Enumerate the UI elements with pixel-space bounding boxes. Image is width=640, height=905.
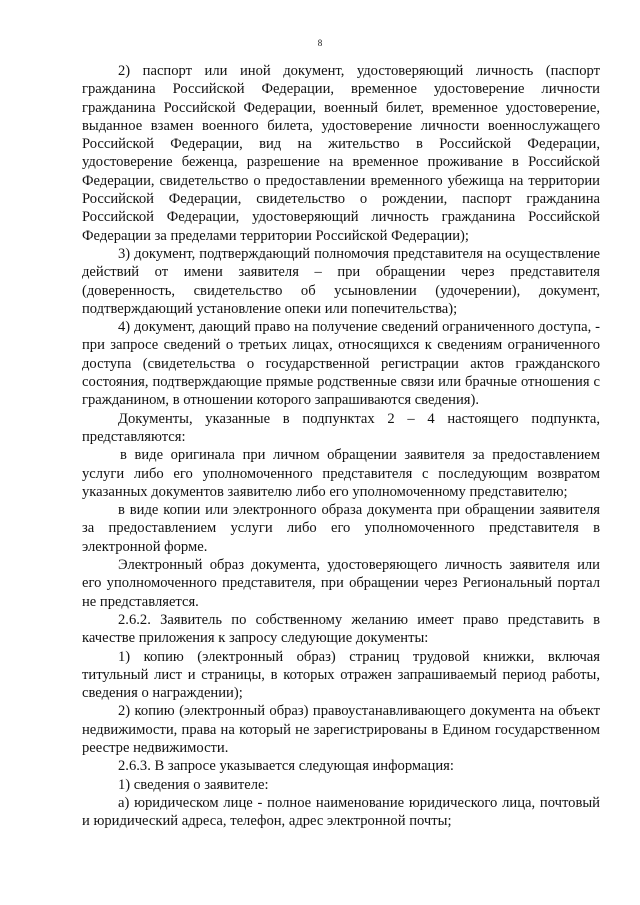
- page-number: 8: [317, 38, 323, 48]
- paragraph-copy-form: в виде копии или электронного образа документа при обращении заявителя за предоставлением услуги либо его уполномоченного представителя в электронной форме.: [82, 502, 600, 555]
- paragraph-title-document: 2) копию (электронный образ) правоустанавливающего документа на объект недвижимости, права на который не зарегистрированы в Едином государственном реестре недвижимости.: [82, 703, 600, 756]
- paragraph-labor-book: 1) копию (электронный образ) страниц трудовой книжки, включая титульный лист и страницы, в которых отражен запрашиваемый период работы, сведения о награждении);: [82, 648, 600, 702]
- document-body: [82, 62, 600, 830]
- paragraph-2-6-3: 2.6.3. В запросе указывается следующая информация:: [118, 758, 454, 775]
- paragraph-electronic-image: Электронный образ документа, удостоверяющего личность заявителя или его уполномоченного представителя, при обращении через Региональный портал не представляется.: [82, 557, 600, 610]
- paragraph-2-6-2: 2.6.2. Заявитель по собственному желанию имеет право представить в качестве приложения к запросу следующие документы:: [82, 611, 600, 647]
- paragraph-passport: 2) паспорт или иной документ, удостоверяющий личность (паспорт гражданина Российской Федерации, временное удостоверение личности гражданина Российской Федерации, военный билет, временное удостоверение, выданное взамен военного билета, удостоверение личности военнослужащего Российской Федерации, вид на жительство в Российской Федерации, удостоверение беженца, разрешение на временное проживание в Российской Федерации, свидетельство о предоставлении временного убежища на территории Российской Федерации, свидетельство о рождении, паспорт гражданина Российской Федерации, удостоверяющий личность гражданина Российской Федерации за пределами территории Российской Федерации);: [82, 63, 600, 244]
- paragraph-documents-provided: Документы, указанные в подпунктах 2 – 4 настоящего подпункта, представляются:: [82, 410, 600, 445]
- paragraph-restricted-access: 4) документ, дающий право на получение сведений ограниченного доступа, - при запросе сведений о третьих лицах, относящихся к сведениям ограниченного доступа (свидетельства о государственной регистрации актов гражданского состояния, подтверждающие прямые родственные связи или брачные отношения с гражданином, в отношении которого запрашиваются сведения).: [82, 319, 600, 409]
- paragraph-applicant-info: 1) сведения о заявителе:: [118, 776, 269, 793]
- paragraph-original-form: в виде оригинала при личном обращении заявителя за предоставлением услуги либо его уполномоченного представителя с последующим возвратом указанных документов заявителю либо его уполномоченному представителю;: [82, 447, 600, 500]
- paragraph-representative-authority: 3) документ, подтверждающий полномочия представителя на осуществление действий от имени заявителя – при обращении через представителя (доверенность, свидетельство об усыновлении (удочерении), документ, подтверждающий установление опеки или попечительства);: [82, 245, 600, 317]
- paragraph-legal-entity: а) юридическом лице - полное наименование юридического лица, почтовый и юридический адреса, телефон, адрес электронной почты;: [82, 794, 600, 830]
